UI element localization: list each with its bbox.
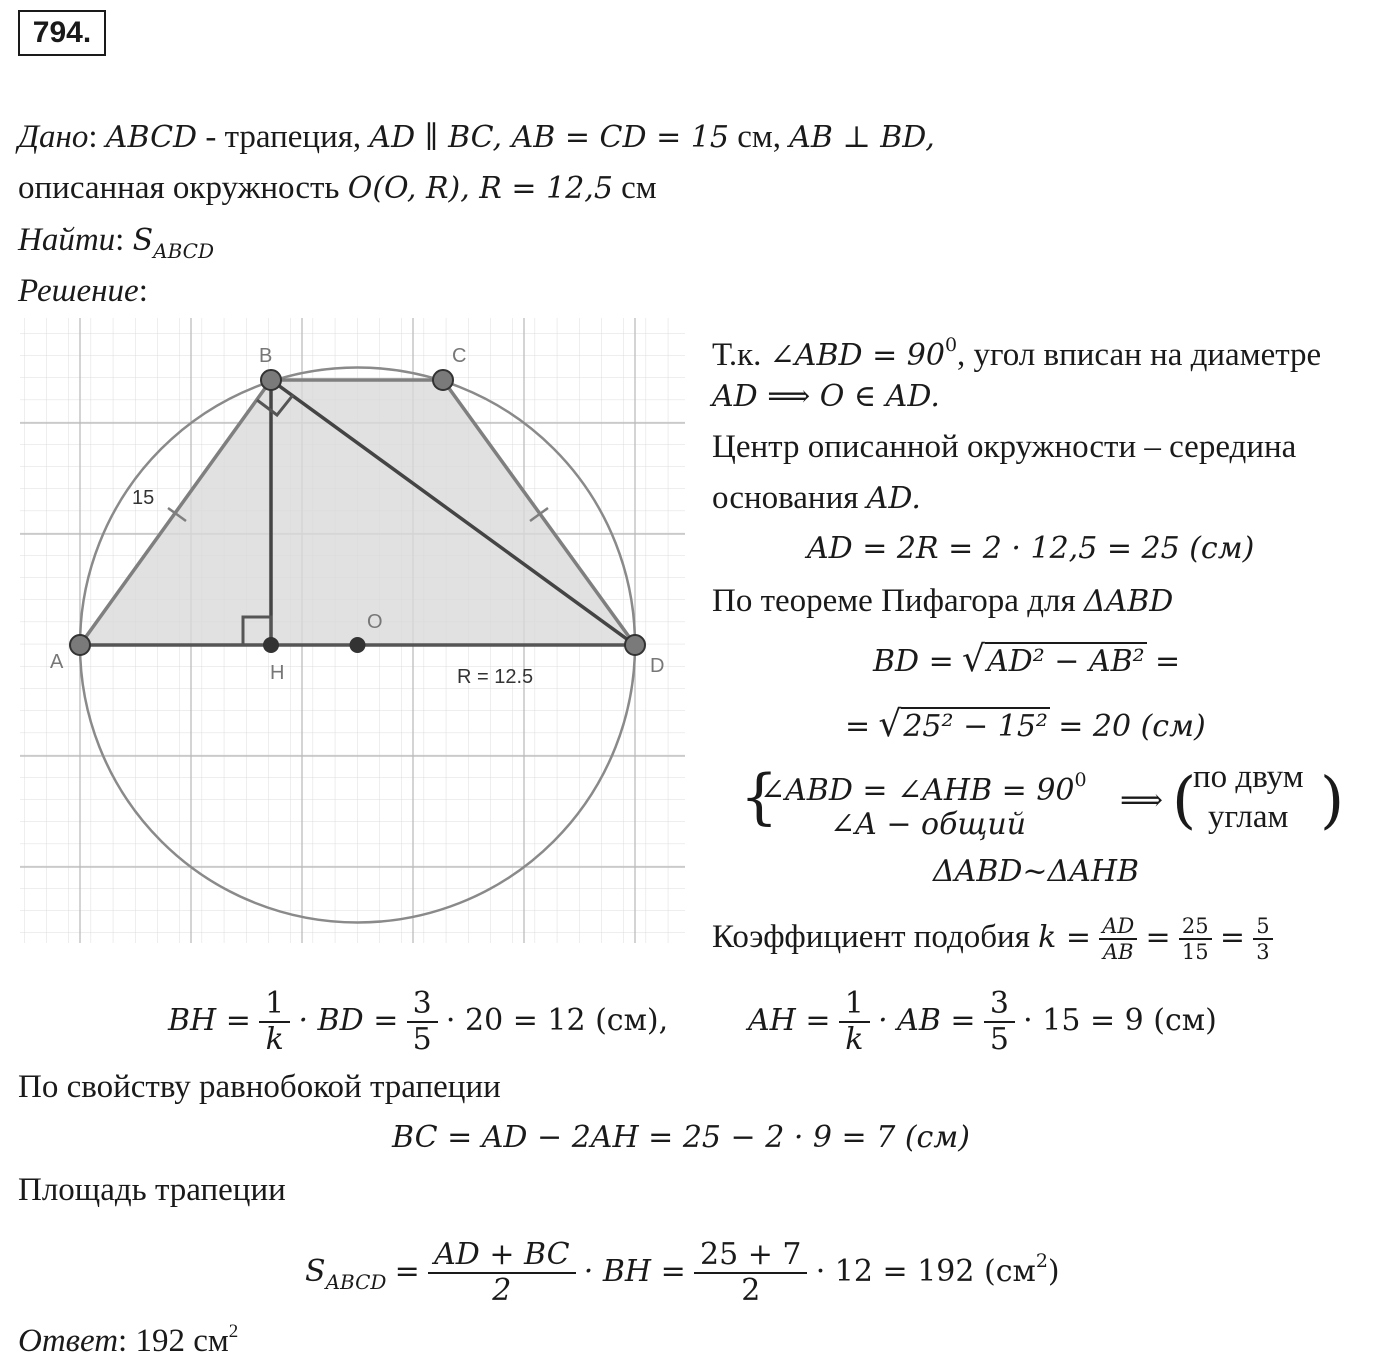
trapezoid-name: ABCD xyxy=(105,120,198,155)
bh-equation: BH = $\frac{1}{k}$ · BD = $\frac{3}{5}$ · 20 = 12 (см), xyxy=(168,985,669,1058)
right-line-6: По теореме Пифагора для ΔABD xyxy=(712,583,1174,619)
reason-paren-left: ( xyxy=(1172,763,1197,836)
given-line-1: Дано: ABCD - трапеция, AD ∥ BC, AB = CD = 15 см, AB ⊥ BD, xyxy=(18,119,935,155)
label-o: O xyxy=(367,611,383,633)
right-line-4: основания AD. xyxy=(712,480,921,516)
label-d: D xyxy=(650,655,665,677)
given-parallel: AD ∥ BC, AB = CD = 15 xyxy=(369,120,729,155)
isosceles-property: По свойству равнобокой трапеции xyxy=(18,1069,501,1105)
similarity-statement: ΔABD~ΔAHB xyxy=(933,854,1140,889)
answer-label: Ответ xyxy=(18,1323,119,1359)
label-a: A xyxy=(50,651,64,673)
label-b: B xyxy=(259,345,273,367)
coef-fraction-1: $\frac{AD}{AB}$ xyxy=(1099,914,1137,964)
area-equation: $S_{ABCD}$ = $\frac{AD + BC}{2}$ · BH = $\frac{25 + 7}{2}$ · 12 = 192 $(см^2)$ xyxy=(305,1236,1060,1309)
given-label: Дано xyxy=(18,119,89,155)
point-c xyxy=(433,370,453,390)
solution-label: Решение: xyxy=(18,273,148,309)
right-line-1: Т.к. ∠ABD = $90^0$, угол вписан на диаметре xyxy=(712,334,1322,373)
implies-arrow: ⟹ xyxy=(1120,783,1164,818)
area-heading: Площадь трапеции xyxy=(18,1172,286,1208)
system-brace: { xyxy=(740,762,779,832)
bd-equation: BD = √AD² − AB² = xyxy=(873,639,1181,680)
label-h: H xyxy=(270,662,285,684)
ad-equation: AD = 2R = 2 · 12,5 = 25 (см) xyxy=(807,531,1255,566)
similarity-coefficient: Коэффициент подобия k = $\frac{AD}{AB}$ = $\frac{25}{15}$ = $\frac{5}{3}$ xyxy=(712,912,1273,965)
point-o xyxy=(350,637,366,653)
find-line: Найти: $S_{ABCD}$ xyxy=(18,222,215,263)
reason-line-1: по двум xyxy=(1193,759,1304,795)
reason-paren-right: ) xyxy=(1320,763,1345,836)
given-line-2: описанная окружность 𝑂(O, R), R = 12,5 см xyxy=(18,170,657,206)
answer-line: Ответ: 192 $см^2$ xyxy=(18,1321,239,1359)
right-line-2: AD ⟹ O ∈ AD. xyxy=(712,379,940,414)
answer-value: 192 см xyxy=(127,1323,229,1359)
circle-text: описанная окружность xyxy=(18,170,340,206)
coef-fraction-2: $\frac{25}{15}$ xyxy=(1179,914,1212,964)
label-c: C xyxy=(452,345,467,367)
bd-result: = √25² − 15² = 20 (см) xyxy=(845,704,1206,745)
ah-equation: AH = $\frac{1}{k}$ · AB = $\frac{3}{5}$ · 15 = 9 (см) xyxy=(748,985,1217,1058)
point-h xyxy=(263,637,279,653)
point-d xyxy=(625,635,645,655)
system-line-2: ∠A − общий xyxy=(830,807,1027,842)
bc-equation: BC = AD − 2AH = 25 − 2 · 9 = 7 (см) xyxy=(392,1120,970,1155)
reason-line-2: углам xyxy=(1208,799,1289,835)
side-length-label: 15 xyxy=(132,487,155,509)
point-a xyxy=(70,635,90,655)
problem-number: 794. xyxy=(18,10,106,56)
radius-label: R = 12.5 xyxy=(457,666,534,688)
right-line-3: Центр описанной окружности – середина xyxy=(712,429,1297,465)
given-perp: AB ⊥ BD, xyxy=(789,120,935,155)
circle-math: 𝑂(O, R), R = 12,5 xyxy=(347,171,613,206)
coef-fraction-3: $\frac{5}{3}$ xyxy=(1253,914,1272,964)
find-label: Найти xyxy=(18,222,116,258)
system-line-1: ∠ABD = ∠AHB = $90^0$ xyxy=(760,769,1087,808)
geometry-figure xyxy=(20,318,685,943)
point-b xyxy=(261,370,281,390)
